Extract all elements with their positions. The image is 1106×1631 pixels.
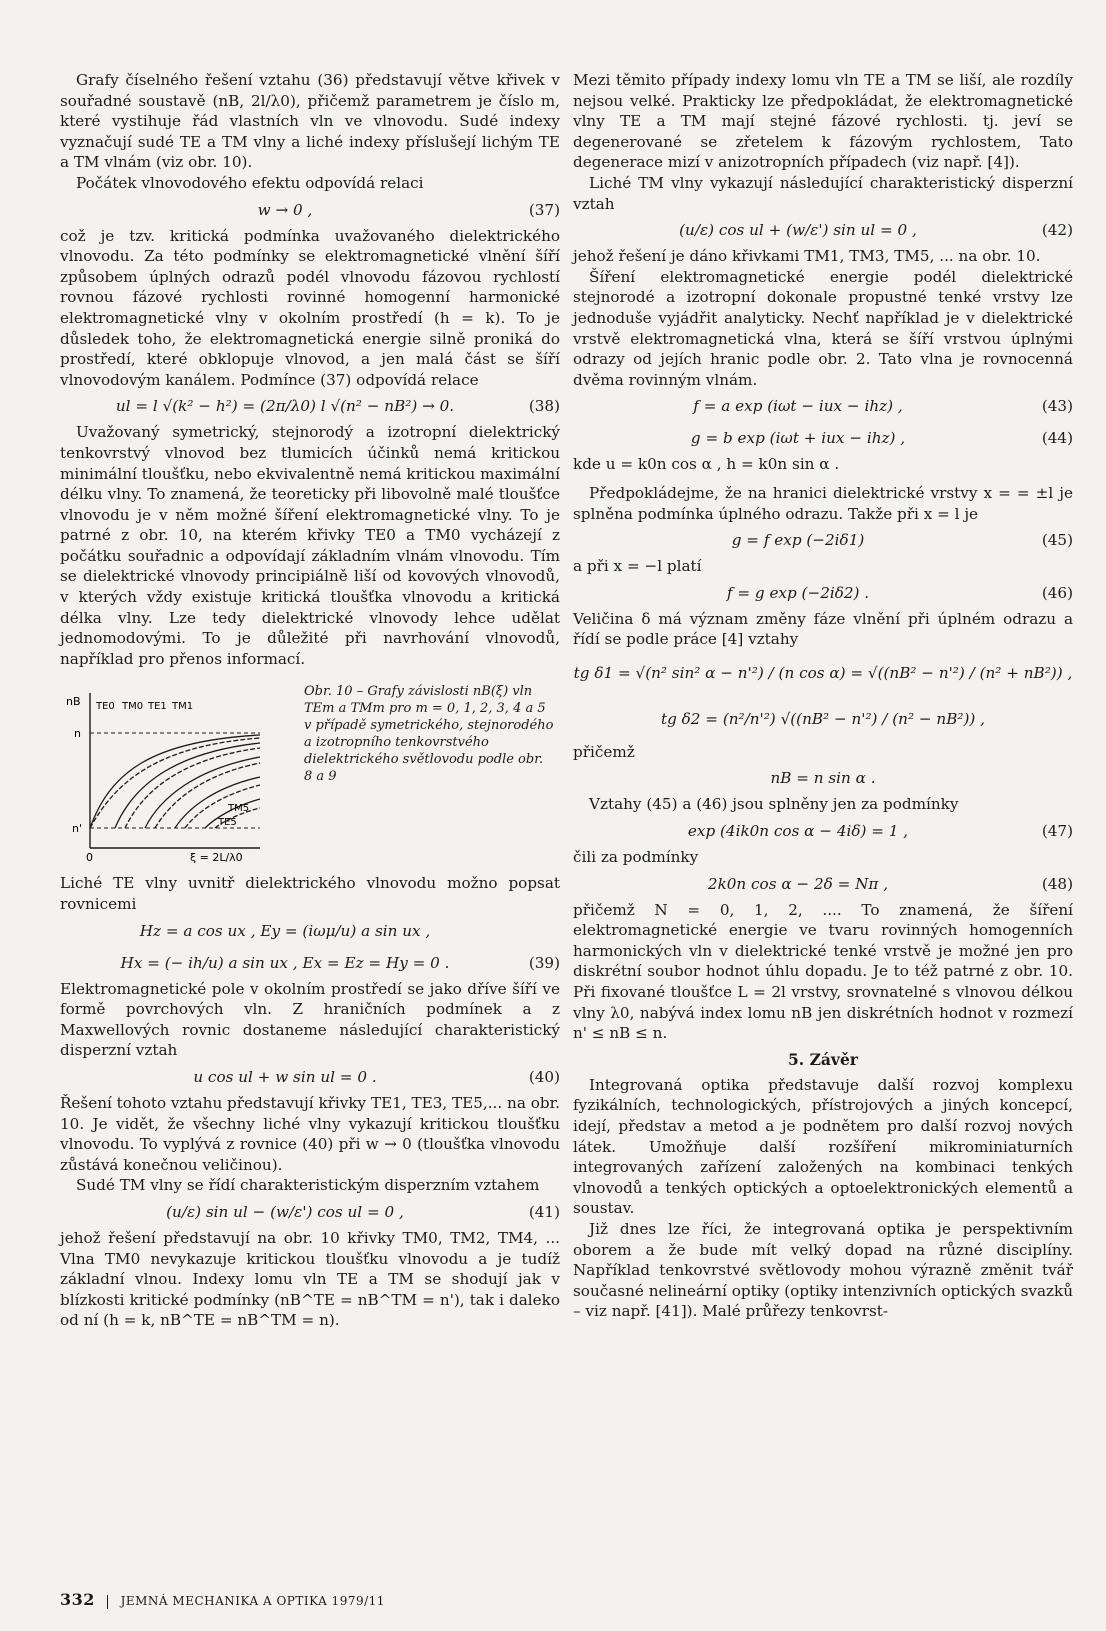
paragraph: Liché TM vlny vykazují následující charakteristický disperzní vztah: [573, 173, 1073, 213]
footer-divider: [107, 1595, 108, 1609]
paragraph: Vztahy (45) a (46) jsou splněny jen za podmínky: [589, 795, 959, 814]
curve-te0: [90, 735, 260, 828]
paragraph: Počátek vlnovodového efektu odpovídá relaci: [76, 173, 424, 192]
paragraph: což je tzv. kritická podmínka uvažovaného dielektrického vlnovodu. Za této podmínky se elektromagnetické vlnění šíří způsobem úplných odrazů podél vlnovodu fázovou rychlostí rovnou fázové rychlosti rovinné homogenní harmonické elektromagnetické vlny v okolním prostředí (h = k). To je důsledek toho, že elektromagnetická energie silně proniká do prostředí, které obklopuje vlnovod, a jen malá část se šíří vlnovodovým kanálem. Podmínce (37) odpovídá relace: [60, 226, 560, 389]
paragraph: kde u = k0n cos α , h = k0n sin α .: [573, 455, 840, 474]
paragraph: čili za podmínky: [573, 848, 699, 867]
paragraph: Již dnes lze říci, že integrovaná optika je perspektivním oborem a že bude mít velký dopad na různé disciplíny. Například tenkovrstvé světlovody mohou výrazně změnit tvář současné nelineární optiky (optiky intenzivních optických svazků – viz např. [41]). Malé průřezy tenkovrst-: [573, 1219, 1073, 1321]
equation-42: (u/ε) cos ul + (w/ε') sin ul = 0 , (42): [679, 221, 1073, 240]
page-number: 332: [60, 1590, 95, 1609]
label-tm0: TM0: [122, 701, 144, 713]
label-n: n: [74, 727, 81, 741]
section-heading: 5. Závěr: [788, 1049, 858, 1069]
equation-43: f = a exp (iωt − iux − ihz) , (43): [693, 397, 1073, 416]
equation-39b: Hx = (− ih/u) a sin ux , Ex = Ez = Hy = 0 . (39): [120, 953, 560, 972]
label-zero: 0: [86, 851, 93, 864]
paragraph: jehož řešení představují na obr. 10 křivky TM0, TM2, TM4, ... Vlna TM0 nevykazuje kritickou tloušťku vlnovodu a je tudíž základní vlnou. Indexy lomu vln TE a TM se shodují jak v blízkosti kritické podmínky (nB^TE = nB^TM = n'), tak i daleko od ní (h = k, nB^TE = nB^TM = n).: [60, 1228, 560, 1330]
equation-44: g = b exp (iωt + iux − ihz) , (44): [690, 429, 1073, 448]
equation-38: ul = l √(k² − h²) = (2π/λ0) l √(n² − nB²) → 0. (38): [115, 397, 560, 416]
paragraph: jehož řešení je dáno křivkami TM1, TM3, TM5, ... na obr. 10.: [573, 247, 1041, 266]
paragraph: přičemž N = 0, 1, 2, .... To znamená, že šíření elektromagnetické energie ve tvaru rovinných homogenních harmonických vln v dielektrické tenké vrstvě je možné jen pro diskrétní soubor hodnot úhlu dopadu. Je to též patrné z obr. 10. Při fixované tloušťce L = 2l vrstvy, srovnatelné s vlnovou délkou vlny λ0, nabývá index lomu nB jen diskrétních hodnot v rozmezí n' ≤ nB ≤ n.: [573, 900, 1073, 1043]
figure-caption: Obr. 10 – Grafy závislosti nB(ξ) vln TEm a TMm pro m = 0, 1, 2, 3, 4 a 5 v případě symetrického, stejnorodého a izotropního tenkovrstvého dielektrického světlovodu podle obr. 8 a 9: [304, 684, 554, 785]
paragraph: Mezi těmito případy indexy lomu vln TE a TM se liší, ale rozdíly nejsou velké. Prakticky lze předpokládat, že elektromagnetické vlny TE a TM mají stejné fázové rychlosti. tj. jeví se degenerované se zřetelem k fázovým rychlostem, Tato degenerace mizí v anizotropních případech (viz např. [4]).: [573, 71, 1073, 172]
paragraph: Elektromagnetické pole v okolním prostředí se jako dříve šíří ve formě povrchových vln. Z hraničních podmínek a z Maxwellových rovnic dostaneme následující charakteristický disperzní vztah: [60, 979, 560, 1060]
label-tm5: TM5: [228, 803, 250, 815]
equation-48: 2k0n cos α − 2δ = Nπ , (48): [707, 874, 1073, 893]
equation-45: g = f exp (−2iδ1) (45): [731, 531, 1073, 550]
paragraph: a při x = −l platí: [573, 557, 702, 576]
paragraph: Veličina δ má význam změny fáze vlnění při úplném odrazu a řídí se podle práce [4] vztahy: [573, 609, 1073, 649]
paragraph: Integrovaná optika představuje další rozvoj komplexu fyzikálních, technologických, přístrojových a jiných koncepcí, idejí, představ a metod a je podnětem pro další rozvoj nových látek. Umožňuje další rozšíření mikrominiaturních integrovaných zařízení založených na kombinaci tenkých vlnovodů a tenkých optických a optoelektronických elementů a soustav.: [573, 1075, 1073, 1218]
curve-tm0: [90, 738, 260, 828]
equation-37: w → 0 , (37): [257, 200, 560, 219]
label-nb: nB: [66, 695, 81, 709]
left-column: [60, 70, 560, 1331]
equation-40: u cos ul + w sin ul = 0 . (40): [193, 1068, 560, 1086]
equation-46: f = g exp (−2iδ2) . (46): [726, 583, 1073, 602]
equation-tg-delta1: tg δ1 = √(n² sin² α − n'²) / (n cos α) = √((nB² − n'²) / (n² + nB²)) ,: [573, 663, 1073, 682]
paragraph: Grafy číselného řešení vztahu (36) představují větve křivek v souřadné soustavě (nB, 2l/λ0), přičemž parametrem je číslo m, které vystihuje řád vlastních vln ve vlnovodu. Sudé indexy vyznačují sudé TE a TM vlny a liché indexy příslušejí lichým TE a TM vlnám (viz obr. 10).: [60, 71, 560, 172]
equation-tg-delta2: tg δ2 = (n²/n'²) √((nB² − n'²) / (n² − nB²)) ,: [661, 709, 985, 728]
equation-41: (u/ε) sin ul − (w/ε') cos ul = 0 , (41): [166, 1202, 560, 1221]
paragraph: Řešení tohoto vztahu představují křivky TE1, TE3, TE5,... na obr. 10. Je vidět, že všechny liché vlny vykazují kritickou tloušťku vlnovodu. To vyplývá z rovnice (40) při w → 0 (tloušťka vlnovodu zůstává konečnou veličinou).: [60, 1094, 560, 1174]
paragraph: Sudé TM vlny se řídí charakteristickým disperzním vztahem: [76, 1176, 540, 1195]
paragraph: přičemž: [573, 742, 635, 761]
label-te5: TE5: [218, 817, 237, 829]
curve-te1: [115, 743, 260, 828]
page-footer: [60, 1590, 385, 1609]
dispersion-graph: [60, 683, 290, 863]
journal-name: JEMNÁ MECHANIKA A OPTIKA 1979/11: [120, 1594, 385, 1608]
figure-10: [60, 683, 560, 863]
label-tm1: TM1: [172, 701, 194, 713]
label-te1: TE1: [148, 701, 167, 713]
equation-39a: Hz = a cos ux , Ey = (iωμ/u) a sin ux ,: [139, 921, 431, 940]
right-column: [573, 70, 1073, 1322]
paragraph: Předpokládejme, že na hranici dielektrické vrstvy x = = ±l je splněna podmínka úplného odrazu. Takže při x = l je: [573, 483, 1073, 523]
equation-nb: nB = n sin α .: [770, 769, 876, 788]
curve-tm1: [125, 748, 260, 828]
paragraph: Uvažovaný symetrický, stejnorodý a izotropní dielektrický tenkovrstvý vlnovod bez tlumicích účinků nemá kritickou minimální tloušťku, nebo ekvivalentně nemá kritickou maximální délku vlny. To znamená, že teoreticky při libovolně malé tloušťce vlnovodu je v něm možné šíření elektromagnetické vlny. To je patrné z obr. 10, na kterém křivky TE0 a TM0 vycházejí z počátku souřadnic a odpovídají základním vlnám vlnovodu. Tím se dielektrické vlnovody principiálně liší od kovových vlnovodů, v kterých vždy existuje kritická tloušťka vlnovodu a kritická délka vlny. Lze tedy dielektrické vlnovody lehce udělat jednomodovými. To je důležité při navrhování vlnovodů, například pro přenos informací.: [60, 423, 560, 668]
paragraph: Šíření elektromagnetické energie podél dielektrické stejnorodé a izotropní dokonale propustné tenké vrstvy lze jednoduše vyjádřit analyticky. Nechť například je v dielektrické vrstvě elektromagnetická vlna, která se šíří vrstvou úplnými odrazy od jejích hranic podle obr. 2. Tato vlna je rovnocenná dvěma rovinným vlnám.: [573, 267, 1073, 389]
label-nprime: n': [72, 822, 82, 836]
equation-47: exp (4ik0n cos α − 4iδ) = 1 , (47): [687, 822, 1073, 841]
label-xi: ξ = 2L/λ0: [190, 851, 243, 864]
label-te0: TE0: [96, 701, 115, 713]
paragraph: Liché TE vlny uvnitř dielektrického vlnovodu možno popsat rovnicemi: [60, 874, 560, 914]
